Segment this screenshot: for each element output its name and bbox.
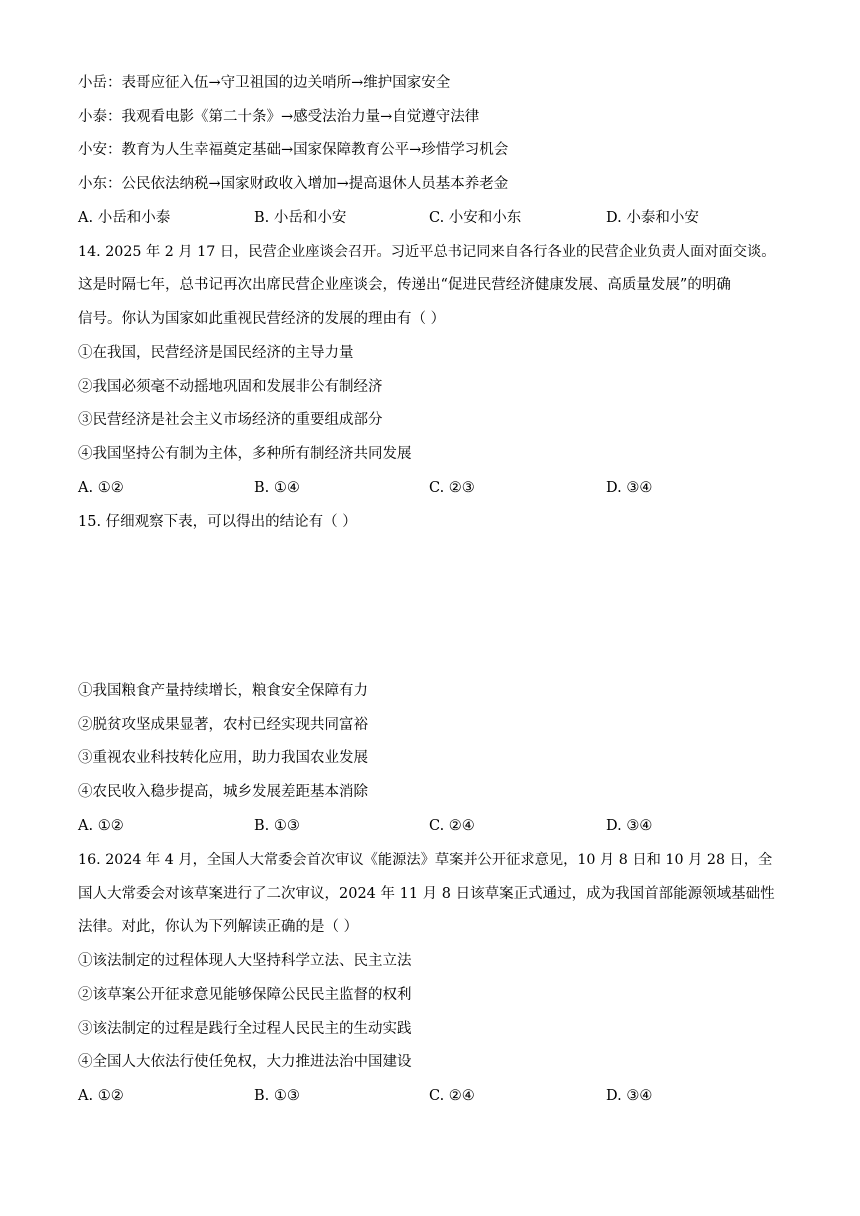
q14-stem-line-2: 这是时隔七年，总书记再次出席民营企业座谈会，传递出“促进民营经济健康发展、高质量发展”的明确	[78, 277, 731, 293]
q13-statement-3: 小安：教育为人生幸福奠定基础→国家保障教育公平→珍惜学习机会	[78, 142, 509, 158]
q16-stem-line-2: 国人大常委会对该草案进行了二次审议，2024 年 11 月 8 日该草案正式通过，成为我国首部能源领域基础性	[78, 886, 775, 902]
q15-option-d[interactable]: D. ③④	[606, 818, 653, 834]
q16-option-c[interactable]: C. ②④	[429, 1088, 475, 1104]
q14-stem-line-1: 14. 2025 年 2 月 17 日，民营企业座谈会召开。习近平总书记同来自各行各业的民营企业负责人面对面交谈。	[78, 244, 776, 260]
q15-stem: 15. 仔细观察下表，可以得出的结论有（ ）	[78, 514, 357, 530]
q13-statement-1: 小岳：表哥应征入伍→守卫祖国的边关哨所→维护国家安全	[78, 75, 451, 91]
q14-option-d[interactable]: D. ③④	[606, 480, 653, 496]
q14-option-b[interactable]: B. ①④	[254, 480, 300, 496]
q13-statement-2: 小泰：我观看电影《第二十条》→感受法治力量→自觉遵守法律	[78, 109, 480, 125]
q16-stem-line-1: 16. 2024 年 4 月，全国人大常委会首次审议《能源法》草案并公开征求意见，10 月 8 日和 10 月 28 日，全	[78, 852, 773, 868]
q13-statement-4: 小东：公民依法纳税→国家财政收入增加→提高退休人员基本养老金	[78, 176, 509, 192]
q15-option-c[interactable]: C. ②④	[429, 818, 475, 834]
q15-option-a[interactable]: A. ①②	[78, 818, 124, 834]
q13-option-b[interactable]: B. 小岳和小安	[254, 210, 347, 226]
q16-item-1: ①该法制定的过程体现人大坚持科学立法、民主立法	[78, 953, 412, 969]
q14-item-4: ④我国坚持公有制为主体，多种所有制经济共同发展	[78, 446, 412, 462]
q13-options	[78, 208, 798, 228]
q16-stem-line-3: 法律。对此，你认为下列解读正确的是（ ）	[78, 919, 359, 935]
q15-options	[78, 816, 798, 836]
q16-options	[78, 1086, 798, 1106]
q15-item-3: ③重视农业科技转化应用，助力我国农业发展	[78, 750, 368, 766]
q14-item-1: ①在我国，民营经济是国民经济的主导力量	[78, 345, 354, 361]
q14-option-a[interactable]: A. ①②	[78, 480, 124, 496]
q16-item-2: ②该草案公开征求意见能够保障公民民主监督的权利	[78, 987, 412, 1003]
q16-item-4: ④全国人大依法行使任免权，大力推进法治中国建设	[78, 1054, 412, 1070]
q14-stem-line-3: 信号。你认为国家如此重视民营经济的发展的理由有（ ）	[78, 311, 446, 327]
q16-option-d[interactable]: D. ③④	[606, 1088, 653, 1104]
q15-option-b[interactable]: B. ①③	[254, 818, 300, 834]
q14-item-2: ②我国必须毫不动摇地巩固和发展非公有制经济	[78, 379, 383, 395]
q15-item-4: ④农民收入稳步提高，城乡发展差距基本消除	[78, 784, 368, 800]
q16-option-b[interactable]: B. ①③	[254, 1088, 300, 1104]
q14-item-3: ③民营经济是社会主义市场经济的重要组成部分	[78, 412, 383, 428]
q16-option-a[interactable]: A. ①②	[78, 1088, 124, 1104]
q16-item-3: ③该法制定的过程是践行全过程人民民主的生动实践	[78, 1021, 412, 1037]
q15-item-1: ①我国粮食产量持续增长，粮食安全保障有力	[78, 683, 368, 699]
q13-option-d[interactable]: D. 小泰和小安	[606, 210, 699, 226]
q13-option-a[interactable]: A. 小岳和小泰	[78, 210, 171, 226]
q14-option-c[interactable]: C. ②③	[429, 480, 475, 496]
q15-item-2: ②脱贫攻坚成果显著，农村已经实现共同富裕	[78, 717, 368, 733]
q14-options	[78, 478, 798, 498]
q15-table-placeholder	[78, 548, 782, 668]
q13-option-c[interactable]: C. 小安和小东	[429, 210, 522, 226]
